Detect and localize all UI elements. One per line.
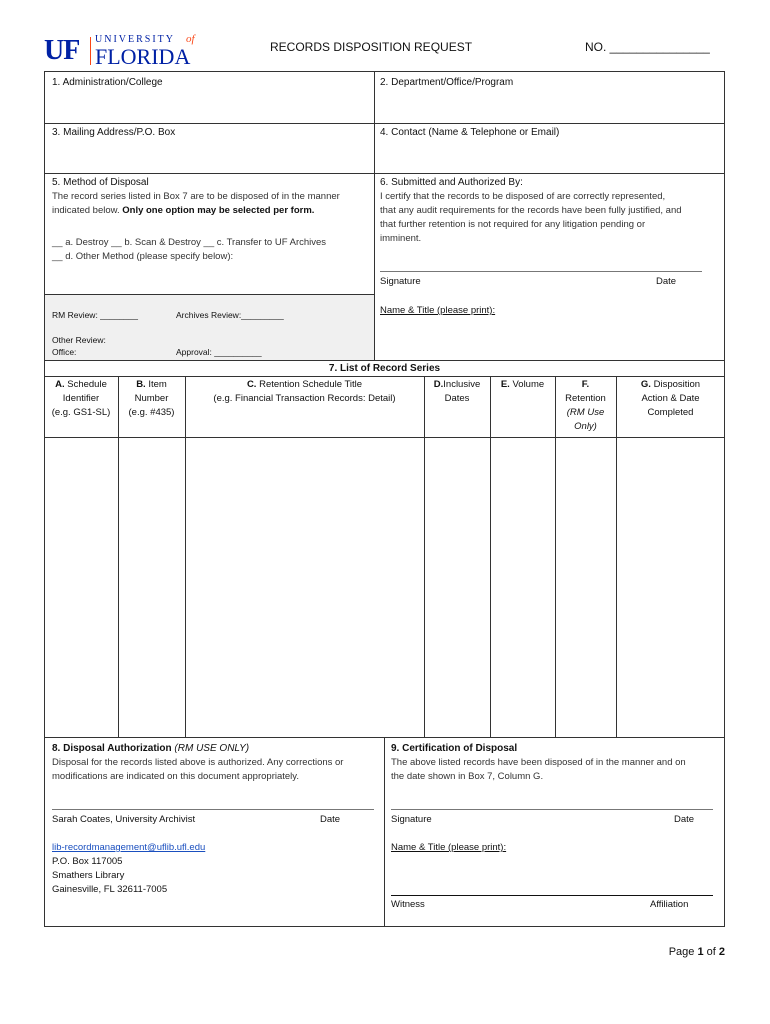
col-d-letter: D. xyxy=(433,379,444,390)
box9-signature-line[interactable] xyxy=(391,809,713,810)
box9-witness-line[interactable] xyxy=(391,895,713,896)
box5-text-2 xyxy=(52,204,314,218)
box6-line-3: that further retention is not required for any litigation pending or xyxy=(380,219,646,230)
page-of: of xyxy=(703,946,719,958)
box8-title: 8. Disposal Authorization xyxy=(52,743,172,754)
col-a-l2: Identifier xyxy=(62,393,100,404)
col-g-l2: Action & Date xyxy=(641,393,700,404)
box5-text-1: The record series listed in Box 7 are to be disposed of in the manner xyxy=(52,191,340,202)
col-f-header xyxy=(555,378,616,434)
logo-of: of xyxy=(186,33,195,45)
box9-line-2: the date shown in Box 7, Column G. xyxy=(391,771,544,782)
col-b-letter: B. xyxy=(136,379,146,390)
box6-signature-line[interactable] xyxy=(380,271,702,272)
col-g-letter: G. xyxy=(640,379,651,390)
page-total: 2 xyxy=(718,946,725,958)
box8-signature-line[interactable] xyxy=(52,809,374,810)
box6-line-1: I certify that the records to be disposed of are correctly represented, xyxy=(380,191,666,202)
col-b-l3: (e.g. #435) xyxy=(128,407,175,418)
logo-florida: FLORIDA xyxy=(95,44,191,69)
table-body-cell-b[interactable] xyxy=(119,438,184,737)
disposal-options-2[interactable]: __ d. Other Method (please specify below): xyxy=(52,251,234,262)
col-b-l1: Item xyxy=(148,379,167,390)
col-e-l1: Volume xyxy=(512,379,545,390)
col-d-l2: Dates xyxy=(444,393,470,404)
box3-label[interactable]: 3. Mailing Address/P.O. Box xyxy=(52,127,176,138)
address-line-3: Gainesville, FL 32611-7005 xyxy=(52,884,168,895)
grid-divider xyxy=(44,123,725,124)
box9-date: Date xyxy=(674,814,695,825)
table-body-cell-d[interactable] xyxy=(425,438,489,737)
table-body-cell-e[interactable] xyxy=(491,438,554,737)
archives-review[interactable]: Archives Review:_________ xyxy=(176,310,284,320)
box8-line-1: Disposal for the records listed above is authorized. Any corrections or xyxy=(52,757,344,768)
col-a-l1: Schedule xyxy=(67,379,107,390)
review-approval[interactable]: Approval: __________ xyxy=(176,347,262,357)
grid-divider xyxy=(374,71,375,361)
table-body-cell-g[interactable] xyxy=(617,438,724,737)
page-current: 1 xyxy=(697,946,704,958)
box9-witness: Witness xyxy=(391,899,425,910)
table-rule xyxy=(44,376,725,377)
col-c-letter: C. xyxy=(246,379,257,390)
col-b-l2: Number xyxy=(134,393,169,404)
box9-name-title[interactable]: Name & Title (please print): xyxy=(391,842,507,853)
other-review: Other Review: xyxy=(52,335,106,345)
logo-divider xyxy=(90,37,91,65)
box8-date: Date xyxy=(320,814,341,825)
box1-label[interactable]: 1. Administration/College xyxy=(52,77,163,88)
box5-text-2-bold: Only one option may be selected per form. xyxy=(122,205,315,216)
grid-divider xyxy=(44,173,725,174)
col-g-l1: Disposition xyxy=(653,379,701,390)
box7-title: 7. List of Record Series xyxy=(328,363,441,374)
col-g-header xyxy=(616,378,725,420)
col-e-header xyxy=(490,378,555,392)
grid-divider xyxy=(384,737,385,927)
uf-logo xyxy=(44,34,204,70)
page-prefix: Page xyxy=(668,946,698,958)
col-a-letter: A. xyxy=(55,379,65,390)
box6-line-4: imminent. xyxy=(380,233,422,244)
col-a-l3: (e.g. GS1-SL) xyxy=(51,407,111,418)
box6-name-title[interactable]: Name & Title (please print): xyxy=(380,305,496,316)
logo-university: UNIVERSITY xyxy=(95,34,175,45)
col-d-l1: Inclusive xyxy=(443,379,481,390)
table-body-cell-c[interactable] xyxy=(186,438,423,737)
col-a-header xyxy=(44,378,118,420)
box5-text-2-plain: indicated below. xyxy=(52,205,123,216)
box8-line-2: modifications are indicated on this document appropriately. xyxy=(52,771,299,782)
address-line-1: P.O. Box 117005 xyxy=(52,856,123,867)
box5-label: 5. Method of Disposal xyxy=(52,177,149,188)
col-b-header xyxy=(118,378,185,420)
request-number[interactable]: NO. _______________ xyxy=(585,40,710,54)
col-d-header xyxy=(424,378,490,406)
box2-label[interactable]: 2. Department/Office/Program xyxy=(380,77,514,88)
col-c-header xyxy=(185,378,424,406)
table-body-cell-a[interactable] xyxy=(45,438,117,737)
rm-review[interactable]: RM Review: ________ xyxy=(52,310,138,320)
box6-date: Date xyxy=(656,276,677,287)
box4-label[interactable]: 4. Contact (Name & Telephone or Email) xyxy=(380,127,560,138)
col-e-letter: E. xyxy=(500,379,510,390)
col-c-l1: Retention Schedule Title xyxy=(259,379,363,390)
logo-uf: UF xyxy=(44,35,80,66)
disposal-options-1[interactable]: __ a. Destroy __ b. Scan & Destroy __ c. Transfer to UF Archives xyxy=(52,237,327,248)
archives-email-link[interactable]: lib-recordmanagement@uflib.ufl.edu xyxy=(52,842,206,853)
box8-note: (RM USE ONLY) xyxy=(171,743,250,754)
box6-signature: Signature xyxy=(380,276,421,287)
address-line-2: Smathers Library xyxy=(52,870,125,881)
box8-signer: Sarah Coates, University Archivist xyxy=(52,814,196,825)
box9-label: 9. Certification of Disposal xyxy=(391,743,518,754)
col-f-l4: Only) xyxy=(574,421,597,432)
box6-label: 6. Submitted and Authorized By: xyxy=(380,177,523,188)
col-g-l3: Completed xyxy=(647,407,694,418)
col-f-letter: F. xyxy=(581,379,590,390)
col-c-l2: (e.g. Financial Transaction Records: Detail) xyxy=(213,393,396,404)
col-f-l2: Retention xyxy=(565,393,606,404)
box6-line-2: that any audit requirements for the records have been fully justified, and xyxy=(380,205,682,216)
col-f-l3: (RM Use xyxy=(566,407,605,418)
page-title: RECORDS DISPOSITION REQUEST xyxy=(270,40,473,54)
box8-label xyxy=(52,742,249,756)
box9-affiliation: Affiliation xyxy=(650,899,689,910)
page-number xyxy=(640,945,725,959)
review-office[interactable]: Office: xyxy=(52,347,77,357)
box9-signature: Signature xyxy=(391,814,432,825)
table-body-cell-f[interactable] xyxy=(556,438,615,737)
box9-line-1: The above listed records have been disposed of in the manner and on xyxy=(391,757,686,768)
